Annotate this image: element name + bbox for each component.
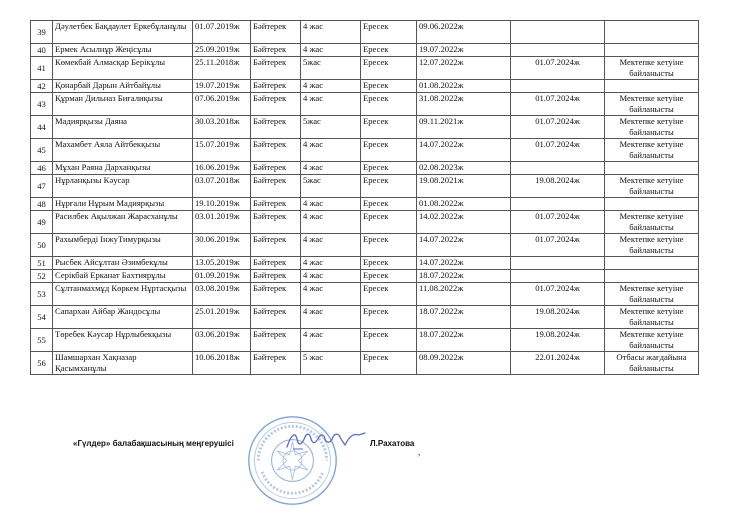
enroll-date: 14.07.2022ж — [417, 234, 511, 257]
leave-reason: Мектепке кетуіне байланысты — [605, 57, 699, 80]
enroll-date: 18.07.2022ж — [417, 306, 511, 329]
group-name: Бәйтерек — [251, 198, 301, 211]
age-group: 4 жас — [301, 80, 361, 93]
leave-date: 01.07.2024ж — [511, 234, 605, 257]
age-group: 4 жас — [301, 139, 361, 162]
child-name: Құрман Дильназ Биғалиқызы — [53, 93, 193, 116]
row-number: 49 — [31, 211, 53, 234]
row-number: 42 — [31, 80, 53, 93]
birth-date: 19.10.2019ж — [193, 198, 251, 211]
child-name: Рысбек Айсұлтан Әзимбекұлы — [53, 257, 193, 270]
birth-date: 25.09.2019ж — [193, 44, 251, 57]
age-group: 4 жас — [301, 306, 361, 329]
enroll-date: 19.08.2021ж — [417, 175, 511, 198]
row-number: 55 — [31, 329, 53, 352]
leave-date: 01.07.2024ж — [511, 211, 605, 234]
table-row — [31, 80, 699, 93]
age-group: 4 жас — [301, 234, 361, 257]
table-row — [31, 175, 699, 198]
child-name: Серікбай Ерканат Бахтиярұлы — [53, 270, 193, 283]
child-name: Махамбет Аяла Айтбекқызы — [53, 139, 193, 162]
age-group: 4 жас — [301, 21, 361, 44]
birth-date: 15.07.2019ж — [193, 139, 251, 162]
row-number: 54 — [31, 306, 53, 329]
enroll-date: 18.07.2022ж — [417, 329, 511, 352]
row-number: 51 — [31, 257, 53, 270]
row-number: 45 — [31, 139, 53, 162]
group-level: Ересек — [361, 198, 417, 211]
age-group: 5 жас — [301, 352, 361, 375]
enroll-date: 02.08.2023ж — [417, 162, 511, 175]
child-name: Нұрланқызы Кәусар — [53, 175, 193, 198]
group-level: Ересек — [361, 211, 417, 234]
age-group: 4 жас — [301, 93, 361, 116]
table-row — [31, 57, 699, 80]
child-name: Төребек Кәусар Нұрлыбекқызы — [53, 329, 193, 352]
leave-reason — [605, 270, 699, 283]
leave-date: 19.08.2024ж — [511, 175, 605, 198]
group-name: Бәйтерек — [251, 234, 301, 257]
leave-date — [511, 270, 605, 283]
child-name: Қонарбай Дарын Айтбайұлы — [53, 80, 193, 93]
leave-reason — [605, 21, 699, 44]
group-name: Бәйтерек — [251, 116, 301, 139]
group-name: Бәйтерек — [251, 257, 301, 270]
table-row — [31, 21, 699, 44]
table-row — [31, 198, 699, 211]
table-row — [31, 257, 699, 270]
birth-date: 03.01.2019ж — [193, 211, 251, 234]
group-name: Бәйтерек — [251, 21, 301, 44]
table-row — [31, 44, 699, 57]
row-number: 46 — [31, 162, 53, 175]
row-number: 39 — [31, 21, 53, 44]
enroll-date: 12.07.2022ж — [417, 57, 511, 80]
leave-date: 01.07.2024ж — [511, 283, 605, 306]
table-row — [31, 234, 699, 257]
child-name: Сұлтанмахмұд Көркем Нұртасқызы — [53, 283, 193, 306]
group-level: Ересек — [361, 44, 417, 57]
leave-date — [511, 257, 605, 270]
group-name: Бәйтерек — [251, 329, 301, 352]
leave-date — [511, 198, 605, 211]
table-row — [31, 211, 699, 234]
leave-date: 19.08.2024ж — [511, 306, 605, 329]
leave-reason — [605, 162, 699, 175]
age-group: 4 жас — [301, 257, 361, 270]
table-row — [31, 352, 699, 375]
child-name: Көмекбай Алмасқар Берікұлы — [53, 57, 193, 80]
group-level: Ересек — [361, 139, 417, 162]
birth-date: 25.11.2018ж — [193, 57, 251, 80]
child-name: Мұхан Раяна Дарханқызы — [53, 162, 193, 175]
leave-reason: Мектепке кетуіне байланысты — [605, 234, 699, 257]
group-name: Бәйтерек — [251, 57, 301, 80]
leave-date — [511, 44, 605, 57]
enroll-date: 14.07.2022ж — [417, 139, 511, 162]
birth-date: 30.03.2018ж — [193, 116, 251, 139]
enroll-date: 14.07.2022ж — [417, 257, 511, 270]
birth-date: 03.08.2019ж — [193, 283, 251, 306]
birth-date: 30.06.2019ж — [193, 234, 251, 257]
group-name: Бәйтерек — [251, 162, 301, 175]
enroll-date: 19.07.2022ж — [417, 44, 511, 57]
age-group: 4 жас — [301, 270, 361, 283]
group-level: Ересек — [361, 283, 417, 306]
age-group: 4 жас — [301, 329, 361, 352]
table-row — [31, 139, 699, 162]
birth-date: 01.09.2019ж — [193, 270, 251, 283]
group-level: Ересек — [361, 21, 417, 44]
row-number: 48 — [31, 198, 53, 211]
birth-date: 16.06.2019ж — [193, 162, 251, 175]
table-row — [31, 116, 699, 139]
group-name: Бәйтерек — [251, 139, 301, 162]
enroll-date: 31.08.2022ж — [417, 93, 511, 116]
group-name: Бәйтерек — [251, 175, 301, 198]
row-number: 41 — [31, 57, 53, 80]
child-name: Расилбек Ақылжан Жарасханұлы — [53, 211, 193, 234]
group-name: Бәйтерек — [251, 93, 301, 116]
enroll-date: 09.11.2021ж — [417, 116, 511, 139]
row-number: 40 — [31, 44, 53, 57]
group-name: Бәйтерек — [251, 283, 301, 306]
leave-date: 01.07.2024ж — [511, 139, 605, 162]
handwritten-signature — [283, 425, 368, 455]
birth-date: 13.05.2019ж — [193, 257, 251, 270]
row-number: 50 — [31, 234, 53, 257]
children-register-table — [30, 20, 699, 375]
table-row — [31, 329, 699, 352]
age-group: 4 жас — [301, 198, 361, 211]
group-name: Бәйтерек — [251, 211, 301, 234]
child-name: Рахымберді ІнжуТимурқызы — [53, 234, 193, 257]
age-group: 5жас — [301, 175, 361, 198]
leave-date — [511, 21, 605, 44]
leave-date — [511, 162, 605, 175]
table-row — [31, 162, 699, 175]
stray-mark: , — [418, 447, 421, 457]
child-name: Шамшархан Хақназар Қасымханұлы — [53, 352, 193, 375]
table-row — [31, 270, 699, 283]
document-footer — [0, 425, 750, 525]
group-name: Бәйтерек — [251, 270, 301, 283]
group-name: Бәйтерек — [251, 352, 301, 375]
age-group: 4 жас — [301, 283, 361, 306]
child-name: Ермек Асылнұр Жеңісұлы — [53, 44, 193, 57]
leave-reason — [605, 44, 699, 57]
leave-reason: Отбасы жағдайына байланысты — [605, 352, 699, 375]
group-name: Бәйтерек — [251, 306, 301, 329]
row-number: 44 — [31, 116, 53, 139]
leave-reason: Мектепке кетуіне байланысты — [605, 175, 699, 198]
leave-date — [511, 80, 605, 93]
birth-date: 10.06.2018ж — [193, 352, 251, 375]
row-number: 43 — [31, 93, 53, 116]
group-level: Ересек — [361, 57, 417, 80]
table-row — [31, 306, 699, 329]
enroll-date: 09.06.2022ж — [417, 21, 511, 44]
birth-date: 03.07.2018ж — [193, 175, 251, 198]
leave-date: 19.08.2024ж — [511, 329, 605, 352]
group-level: Ересек — [361, 234, 417, 257]
group-level: Ересек — [361, 162, 417, 175]
group-level: Ересек — [361, 352, 417, 375]
group-level: Ересек — [361, 306, 417, 329]
leave-reason: Мектепке кетуіне байланысты — [605, 139, 699, 162]
group-level: Ересек — [361, 329, 417, 352]
group-name: Бәйтерек — [251, 80, 301, 93]
age-group: 4 жас — [301, 162, 361, 175]
age-group: 4 жас — [301, 44, 361, 57]
enroll-date: 18.07.2022ж — [417, 270, 511, 283]
age-group: 5жас — [301, 116, 361, 139]
group-level: Ересек — [361, 116, 417, 139]
head-name: Л.Рахатова — [370, 439, 415, 448]
birth-date: 07.06.2019ж — [193, 93, 251, 116]
child-name: Сапархан Айбар Жандосұлы — [53, 306, 193, 329]
table-row — [31, 93, 699, 116]
child-name: Дәулетбек Бақдаулет Еркебұланұлы — [53, 21, 193, 44]
leave-reason — [605, 257, 699, 270]
row-number: 52 — [31, 270, 53, 283]
birth-date: 19.07.2019ж — [193, 80, 251, 93]
leave-reason: Мектепке кетуіне байланысты — [605, 116, 699, 139]
leave-reason — [605, 198, 699, 211]
leave-reason: Мектепке кетуіне байланысты — [605, 306, 699, 329]
group-level: Ересек — [361, 257, 417, 270]
leave-date: 01.07.2024ж — [511, 116, 605, 139]
group-name: Бәйтерек — [251, 44, 301, 57]
group-level: Ересек — [361, 175, 417, 198]
child-name: Мадиярқызы Даяна — [53, 116, 193, 139]
leave-date: 01.07.2024ж — [511, 57, 605, 80]
leave-date: 01.07.2024ж — [511, 93, 605, 116]
age-group: 5жас — [301, 57, 361, 80]
age-group: 4 жас — [301, 211, 361, 234]
group-level: Ересек — [361, 80, 417, 93]
birth-date: 03.06.2019ж — [193, 329, 251, 352]
enroll-date: 08.09.2022ж — [417, 352, 511, 375]
row-number: 47 — [31, 175, 53, 198]
head-position: «Гүлдер» балабақшасының меңгерушісі — [73, 439, 234, 448]
group-level: Ересек — [361, 270, 417, 283]
enroll-date: 11.08.2022ж — [417, 283, 511, 306]
table-row — [31, 283, 699, 306]
leave-reason: Мектепке кетуіне байланысты — [605, 329, 699, 352]
enroll-date: 14.02.2022ж — [417, 211, 511, 234]
birth-date: 25.01.2019ж — [193, 306, 251, 329]
leave-reason: Мектепке кетуіне байланысты — [605, 93, 699, 116]
row-number: 53 — [31, 283, 53, 306]
enroll-date: 01.08.2022ж — [417, 80, 511, 93]
enroll-date: 01.08.2022ж — [417, 198, 511, 211]
group-level: Ересек — [361, 93, 417, 116]
row-number: 56 — [31, 352, 53, 375]
leave-reason — [605, 80, 699, 93]
leave-reason: Мектепке кетуіне байланысты — [605, 283, 699, 306]
birth-date: 01.07.2019ж — [193, 21, 251, 44]
child-name: Нұрғали Нұрым Мадиярқызы — [53, 198, 193, 211]
leave-reason: Мектепке кетуіне байланысты — [605, 211, 699, 234]
leave-date: 22.01.2024ж — [511, 352, 605, 375]
